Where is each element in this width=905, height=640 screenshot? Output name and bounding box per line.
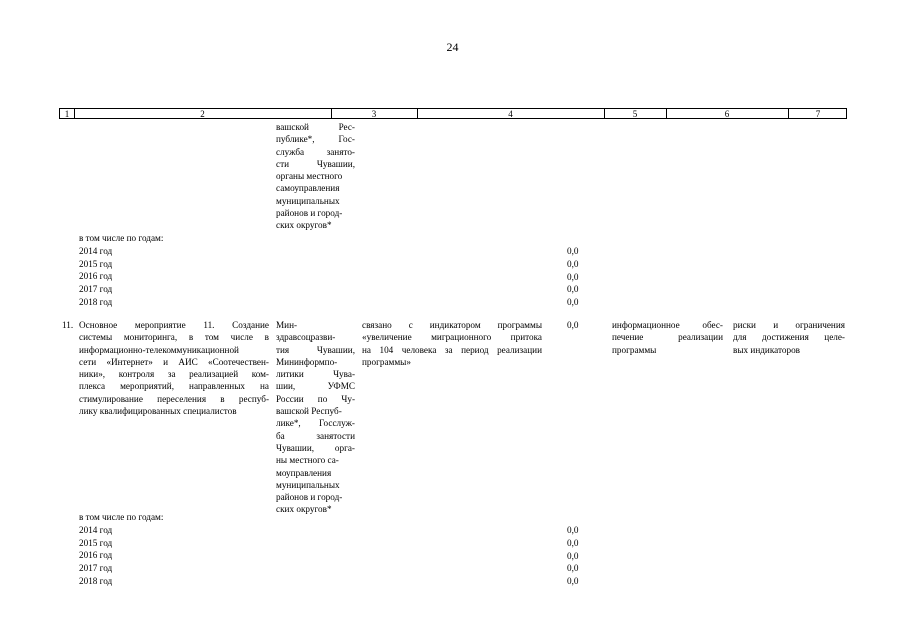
block2-number: 11. <box>62 320 74 330</box>
block2-executors-line: России по Чу- <box>276 393 355 404</box>
block2-executors-line: муниципальных <box>276 479 340 490</box>
block2-indicator <box>362 319 542 368</box>
block2-year: 2018 год <box>79 575 113 586</box>
block2-measure-line: лику квалифицированных специалистов <box>79 406 237 417</box>
block1-executors-line: ских округов* <box>276 220 332 231</box>
block2-measure-line: стимулирование переселения в респуб- <box>79 393 269 404</box>
block2-year: 2017 год <box>79 563 113 574</box>
block2-result-line: программы <box>612 344 657 355</box>
header-col-5: 5 <box>632 109 638 119</box>
block2-measure-line: плекса мероприятий, направленных на <box>79 381 269 392</box>
block2-executors-line: здравсоцразви- <box>276 332 336 343</box>
block2-risks <box>733 319 845 356</box>
block2-year: 2016 год <box>79 550 113 561</box>
block1-executors-line: служба занято- <box>276 146 355 157</box>
block1-value: 0,0 <box>567 271 579 282</box>
block1-values <box>567 245 597 309</box>
block2-result-line: печение реализации <box>612 332 723 343</box>
block1-executors-line: органы местного <box>276 171 343 182</box>
block2-indicator-line: связано с индикатором программы <box>362 320 542 330</box>
header-col-7: 7 <box>815 109 821 119</box>
block2-executors <box>276 319 355 516</box>
block2-year: 2014 год <box>79 524 113 535</box>
block2-executors-line: районов и город- <box>276 492 343 503</box>
block2-executors-line: ны местного са- <box>276 455 339 466</box>
block2-result-line: информационное обес- <box>612 320 723 330</box>
block1-executors-line: районов и город- <box>276 208 343 219</box>
block2-value: 0,0 <box>567 576 579 587</box>
block1-executors-line: самоуправления <box>276 183 340 194</box>
block1-year: 2017 год <box>79 284 113 295</box>
block1-executors-line: вашской Рес- <box>276 122 355 132</box>
block2-year: 2015 год <box>79 537 113 548</box>
block2-executors-line: лике*, Госслуж- <box>276 418 355 429</box>
block2-risks-line: для достижения целе- <box>733 332 845 343</box>
table-header-row <box>59 108 847 119</box>
header-col-1: 1 <box>64 109 70 119</box>
header-col-6: 6 <box>724 109 730 119</box>
block1-executors-line: публике*, Гос- <box>276 134 355 145</box>
block1-value: 0,0 <box>567 246 579 256</box>
header-col-4: 4 <box>508 109 513 119</box>
block2-indicator-line: «увеличение миграционного притока <box>362 332 542 343</box>
block2-executors-line: Мин- <box>276 320 298 330</box>
block2-measure-line: информационно-телекоммуникационной <box>79 344 239 355</box>
block1-executors-line: муниципальных <box>276 195 340 206</box>
block2-executors-line: шии, УФМС <box>276 381 355 392</box>
block1-value: 0,0 <box>567 297 579 308</box>
block1-year: 2014 год <box>79 245 113 256</box>
block1-years <box>79 232 269 309</box>
block1-value: 0,0 <box>567 284 579 295</box>
block2-years-label: в том числе по годам: <box>79 512 164 522</box>
block2-executors-line: литики Чува- <box>276 369 355 380</box>
block2-measure <box>79 319 269 417</box>
block2-executors-line: Мининформпо- <box>276 356 338 367</box>
block2-risks-line: вых индикаторов <box>733 344 801 355</box>
block2-executors-line: тия Чувашии, <box>276 344 355 355</box>
block2-indicator-line: программы» <box>362 356 411 367</box>
block2-measure-line: сети «Интернет» и АИС «Соотечествен- <box>79 356 269 367</box>
block1-year: 2015 год <box>79 258 113 269</box>
block2-measure-line: системы мониторинга, в том числе в <box>79 332 269 343</box>
block2-measure-line: Основное мероприятие 11. Создание <box>79 320 269 330</box>
block1-value: 0,0 <box>567 258 579 269</box>
block2-executors-line: моуправления <box>276 467 332 478</box>
block2-indicator-line: на 104 человека за период реализации <box>362 344 542 355</box>
block2-measure-line: ники», контроля за реализацией ком- <box>79 369 269 380</box>
page-number: 24 <box>446 40 459 54</box>
block2-executors-line: ских округов* <box>276 504 332 515</box>
block1-year: 2016 год <box>79 271 113 282</box>
block1-year: 2018 год <box>79 296 113 307</box>
block2-value: 0,0 <box>567 537 579 548</box>
block1-years-label: в том числе по годам: <box>79 233 164 243</box>
block1-executors <box>276 121 355 232</box>
block2-risks-line: риски и ограничения <box>733 320 845 330</box>
block2-executors-line: вашской Респуб- <box>276 406 342 417</box>
block2-executors-line: ба занятости <box>276 430 355 441</box>
block2-total-value: 0,0 <box>567 320 579 330</box>
block2-value: 0,0 <box>567 525 579 535</box>
block2-years <box>79 511 269 588</box>
header-col-3: 3 <box>371 109 377 119</box>
block2-values <box>567 524 597 588</box>
block2-value: 0,0 <box>567 550 579 561</box>
block1-executors-line: сти Чувашии, <box>276 158 355 169</box>
block2-executors-line: Чувашии, орга- <box>276 442 355 453</box>
block2-result <box>612 319 723 356</box>
header-col-2: 2 <box>200 109 205 119</box>
block2-value: 0,0 <box>567 563 579 574</box>
